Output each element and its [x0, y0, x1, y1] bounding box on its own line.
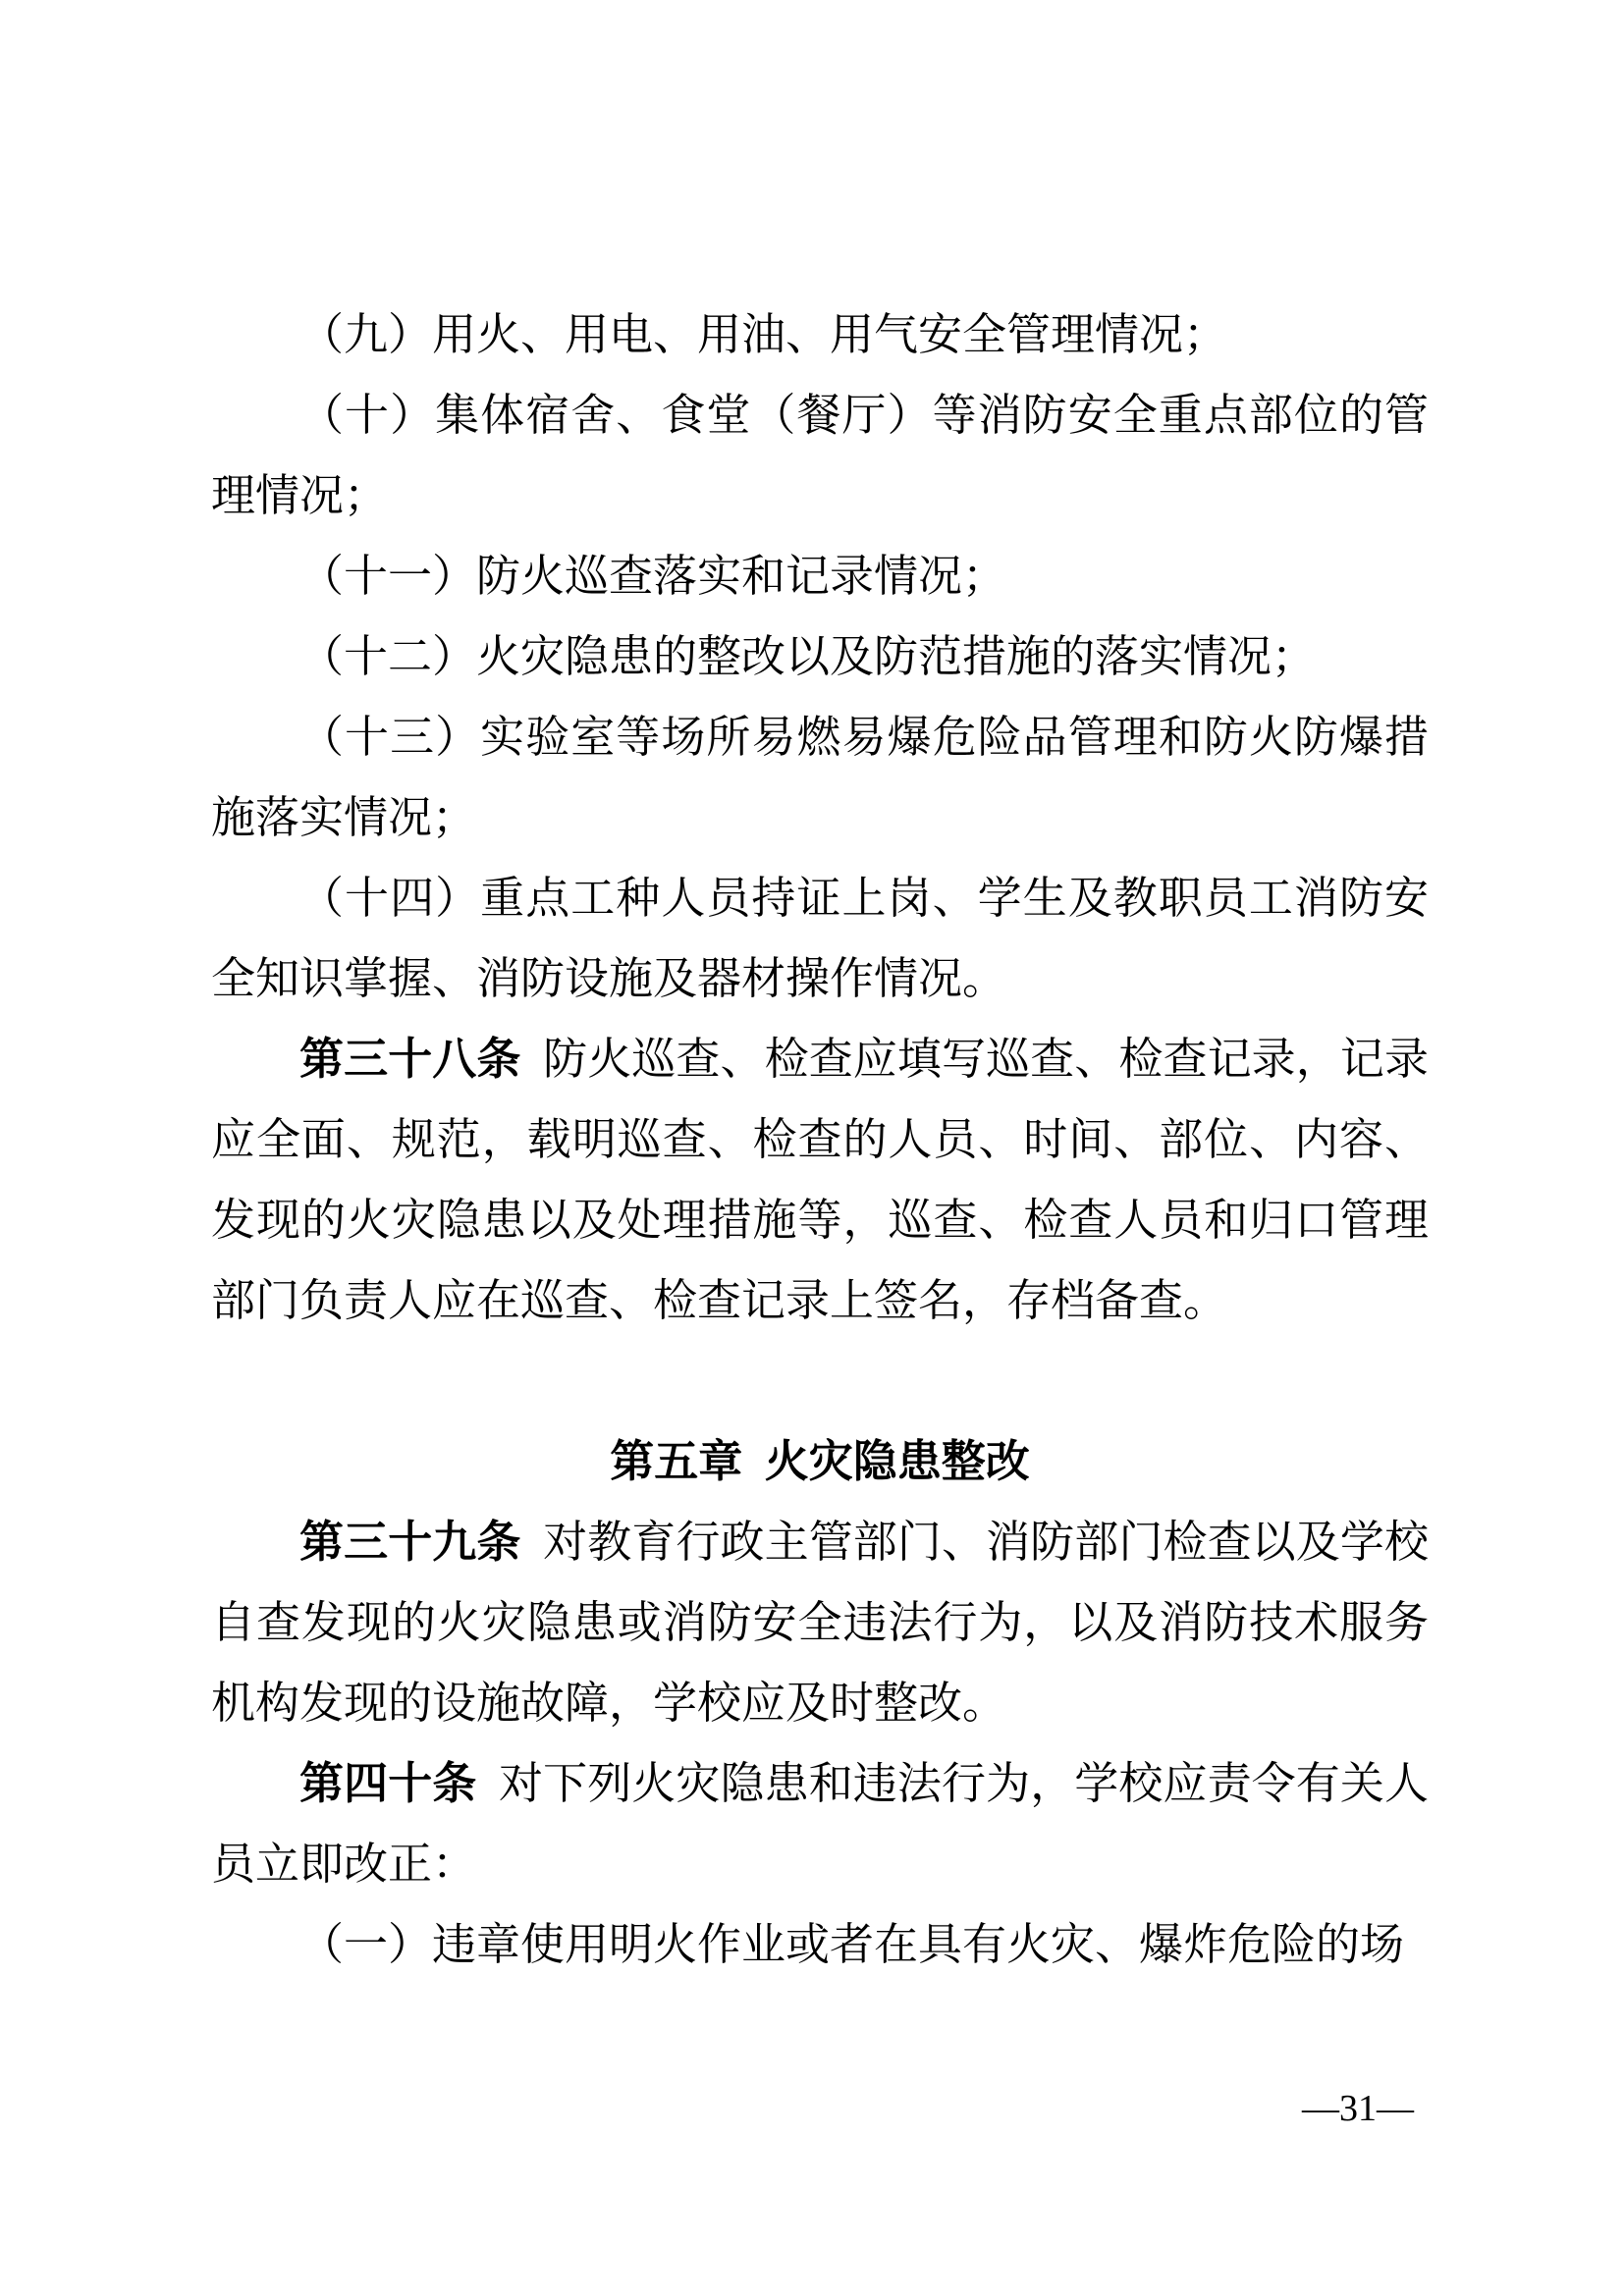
paragraph-text: （十一）防火巡查落实和记录情况； — [299, 552, 1007, 601]
paragraph — [211, 536, 1429, 616]
chapter-heading: 第五章 火灾隐患整改 — [610, 1436, 1030, 1486]
document-body — [211, 294, 1429, 1985]
article-number: 第四十条 — [299, 1758, 477, 1808]
paragraph-text: （十）集体宿舍、食堂（餐厅）等消防安全重点部位的管理情况； — [211, 391, 1429, 520]
paragraph-text: （九）用火、用电、用油、用气安全管理情况； — [299, 310, 1228, 359]
paragraph-text: （十四）重点工种人员持证上岗、学生及教职员工消防安全知识掌握、消防设施及器材操作情况。 — [211, 874, 1429, 1003]
paragraph — [211, 616, 1429, 697]
paragraph — [211, 858, 1429, 1019]
paragraph-text: （十二）火灾隐患的整改以及防范措施的落实情况； — [299, 632, 1317, 681]
article-number: 第三十九条 — [299, 1517, 521, 1567]
paragraph — [211, 375, 1429, 536]
page-number: —31— — [1302, 2088, 1414, 2129]
paragraph-text: 对下列火灾隐患和违法行为，学校应责令有关人员立即改正： — [211, 1759, 1429, 1889]
article-number: 第三十八条 — [299, 1034, 521, 1084]
paragraph — [211, 1019, 1429, 1341]
paragraph-text: 防火巡查、检查应填写巡查、检查记录，记录应全面、规范，载明巡查、检查的人员、时间、部位、内容、发现的火灾隐患以及处理措施等，巡查、检查人员和归口管理部门负责人应在巡查、检查记录上签名，存档备查。 — [211, 1035, 1429, 1325]
paragraph-text: （十三）实验室等场所易燃易爆危险品管理和防火防爆措施落实情况； — [211, 713, 1429, 842]
paragraph — [211, 1904, 1429, 1985]
paragraph-text: 对教育行政主管部门、消防部门检查以及学校自查发现的火灾隐患或消防安全违法行为，以及消防技术服务机构发现的设施故障，学校应及时整改。 — [211, 1518, 1429, 1728]
paragraph-text: （一）违章使用明火作业或者在具有火灾、爆炸危险的场 — [299, 1920, 1405, 1969]
paragraph — [211, 1743, 1429, 1904]
paragraph — [211, 294, 1429, 375]
paragraph — [211, 1502, 1429, 1743]
paragraph — [211, 697, 1429, 858]
